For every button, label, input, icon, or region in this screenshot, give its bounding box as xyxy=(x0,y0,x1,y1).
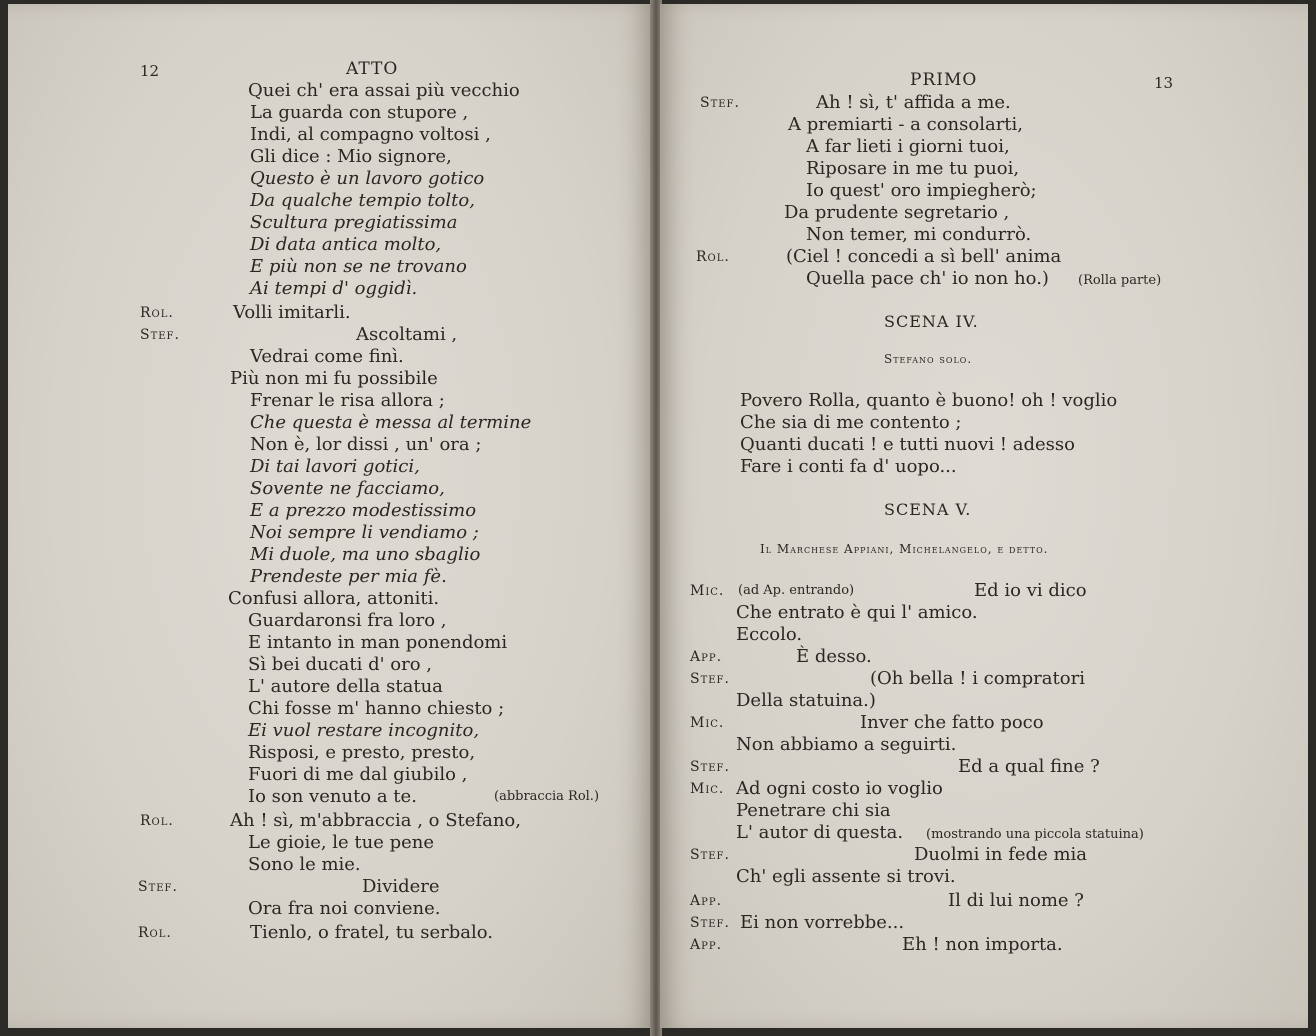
text-line: Io quest' oro impiegherò; xyxy=(806,180,1037,201)
stage-direction: (ad Ap. entrando) xyxy=(738,583,855,598)
text-line: Ei vuol restare incognito, xyxy=(248,720,480,741)
text-line: Ai tempi d' oggidì. xyxy=(250,278,418,299)
text-line: Duolmi in fede mia xyxy=(914,844,1088,865)
text-line: Risposi, e presto, presto, xyxy=(248,742,476,763)
text-line: Da prudente segretario , xyxy=(784,202,1010,223)
speaker-label: Stef. xyxy=(690,671,730,687)
text-line: Di tai lavori gotici, xyxy=(250,456,420,477)
text-line: La guarda con stupore , xyxy=(250,102,469,123)
text-line: Chi fosse m' hanno chiesto ; xyxy=(248,698,505,719)
text-line: (Oh bella ! i compratori xyxy=(870,668,1085,689)
text-line: Povero Rolla, quanto è buono! oh ! voglio xyxy=(740,390,1118,411)
running-head-right: PRIMO xyxy=(910,70,978,90)
speaker-label: Stef. xyxy=(700,95,740,111)
text-line: Eh ! non importa. xyxy=(902,934,1063,955)
speaker-label: Mic. xyxy=(690,583,725,599)
speaker-label: Rol. xyxy=(140,813,174,829)
text-line: Scultura pregiatissima xyxy=(250,212,458,233)
text-line: Mi duole, ma uno sbaglio xyxy=(250,544,481,565)
text-line: E intanto in man ponendomi xyxy=(248,632,508,653)
text-line: Ah ! sì, m'abbraccia , o Stefano, xyxy=(230,810,521,831)
text-line: Indi, al compagno voltosi , xyxy=(250,124,491,145)
text-line: Che entrato è qui l' amico. xyxy=(736,602,978,623)
text-line: Vedrai come finì. xyxy=(250,346,404,367)
text-line: Confusi allora, attoniti. xyxy=(228,588,440,609)
text-line: Non abbiamo a seguirti. xyxy=(736,734,957,755)
text-line: Noi sempre li vendiamo ; xyxy=(250,522,479,543)
text-line: Quella pace ch' io non ho.) xyxy=(806,268,1049,289)
text-line: Inver che fatto poco xyxy=(860,712,1044,733)
text-line: Quei ch' era assai più vecchio xyxy=(248,80,520,101)
scene-title: SCENA V. xyxy=(884,500,972,519)
text-line: Ed io vi dico xyxy=(974,580,1087,601)
text-line: Tienlo, o fratel, tu serbalo. xyxy=(250,922,493,943)
speaker-label: App. xyxy=(690,893,723,909)
speaker-label: Stef. xyxy=(690,759,730,775)
text-line: Gli dice : Mio signore, xyxy=(250,146,452,167)
text-line: Sono le mie. xyxy=(248,854,361,875)
text-line: Non temer, mi condurrò. xyxy=(806,224,1032,245)
left-page xyxy=(8,4,652,1028)
text-line: Prendeste per mia fè. xyxy=(250,566,447,587)
text-line: Di data antica molto, xyxy=(250,234,442,255)
text-line: Non è, lor dissi , un' ora ; xyxy=(250,434,482,455)
page-number-left: 12 xyxy=(140,62,160,80)
text-line: Che sia di me contento ; xyxy=(740,412,962,433)
speaker-label: Stef. xyxy=(140,327,180,343)
text-line: Penetrare chi sia xyxy=(736,800,891,821)
text-line: Ed a qual fine ? xyxy=(958,756,1100,777)
speaker-label: Stef. xyxy=(690,847,730,863)
scene-characters: Il Marchese Appiani, Michelangelo, e detto. xyxy=(760,542,1049,556)
text-line: A premiarti - a consolarti, xyxy=(788,114,1024,135)
stage-direction: (abbraccia Rol.) xyxy=(494,789,600,804)
text-line: Fare i conti fa d' uopo... xyxy=(740,456,957,477)
text-line: L' autore della statua xyxy=(248,676,443,697)
text-line: Ora fra noi conviene. xyxy=(248,898,441,919)
speaker-label: App. xyxy=(690,937,723,953)
stage-direction: (Rolla parte) xyxy=(1078,273,1162,288)
text-line: Che questa è messa al termine xyxy=(250,412,532,433)
speaker-label: Mic. xyxy=(690,715,725,731)
text-line: Dividere xyxy=(362,876,440,897)
speaker-label: Rol. xyxy=(696,249,730,265)
text-line: Io son venuto a te. xyxy=(248,786,417,807)
text-line: Riposare in me tu puoi, xyxy=(806,158,1020,179)
scene-title: SCENA IV. xyxy=(884,312,979,331)
text-line: Questo è un lavoro gotico xyxy=(250,168,485,189)
text-line: Eccolo. xyxy=(736,624,803,645)
speaker-label: Rol. xyxy=(138,925,172,941)
text-line: Le gioie, le tue pene xyxy=(248,832,435,853)
speaker-label: Stef. xyxy=(690,915,730,931)
text-line: Ad ogni costo io voglio xyxy=(736,778,943,799)
text-line: Volli imitarli. xyxy=(233,302,351,323)
text-line: È desso. xyxy=(796,646,872,667)
speaker-label: Rol. xyxy=(140,305,174,321)
text-line: Della statuina.) xyxy=(736,690,876,711)
text-line: Ah ! sì, t' affida a me. xyxy=(816,92,1011,113)
text-line: Più non mi fu possibile xyxy=(230,368,438,389)
text-line: Sì bei ducati d' oro , xyxy=(248,654,433,675)
right-page xyxy=(660,4,1308,1028)
text-line: E a prezzo modestissimo xyxy=(250,500,477,521)
text-line: Il di lui nome ? xyxy=(948,890,1084,911)
speaker-label: Stef. xyxy=(138,879,178,895)
text-line: Da qualche tempio tolto, xyxy=(250,190,475,211)
text-line: Sovente ne facciamo, xyxy=(250,478,445,499)
text-line: A far lieti i giorni tuoi, xyxy=(806,136,1010,157)
text-line: (Ciel ! concedi a sì bell' anima xyxy=(786,246,1062,267)
running-head-left: ATTO xyxy=(346,59,399,79)
page-number-right: 13 xyxy=(1154,74,1174,92)
scene-characters: Stefano solo. xyxy=(884,352,973,366)
stage-direction: (mostrando una piccola statuina) xyxy=(926,827,1144,842)
text-line: Ei non vorrebbe... xyxy=(740,912,905,933)
text-line: Ascoltami , xyxy=(356,324,458,345)
text-line: Quanti ducati ! e tutti nuovi ! adesso xyxy=(740,434,1075,455)
text-line: Guardaronsi fra loro , xyxy=(248,610,447,631)
text-line: Frenar le risa allora ; xyxy=(250,390,445,411)
speaker-label: Mic. xyxy=(690,781,725,797)
speaker-label: App. xyxy=(690,649,723,665)
text-line: Ch' egli assente si trovi. xyxy=(736,866,956,887)
text-line: Fuori di me dal giubilo , xyxy=(248,764,468,785)
text-line: E più non se ne trovano xyxy=(250,256,467,277)
text-line: L' autor di questa. xyxy=(736,822,904,843)
